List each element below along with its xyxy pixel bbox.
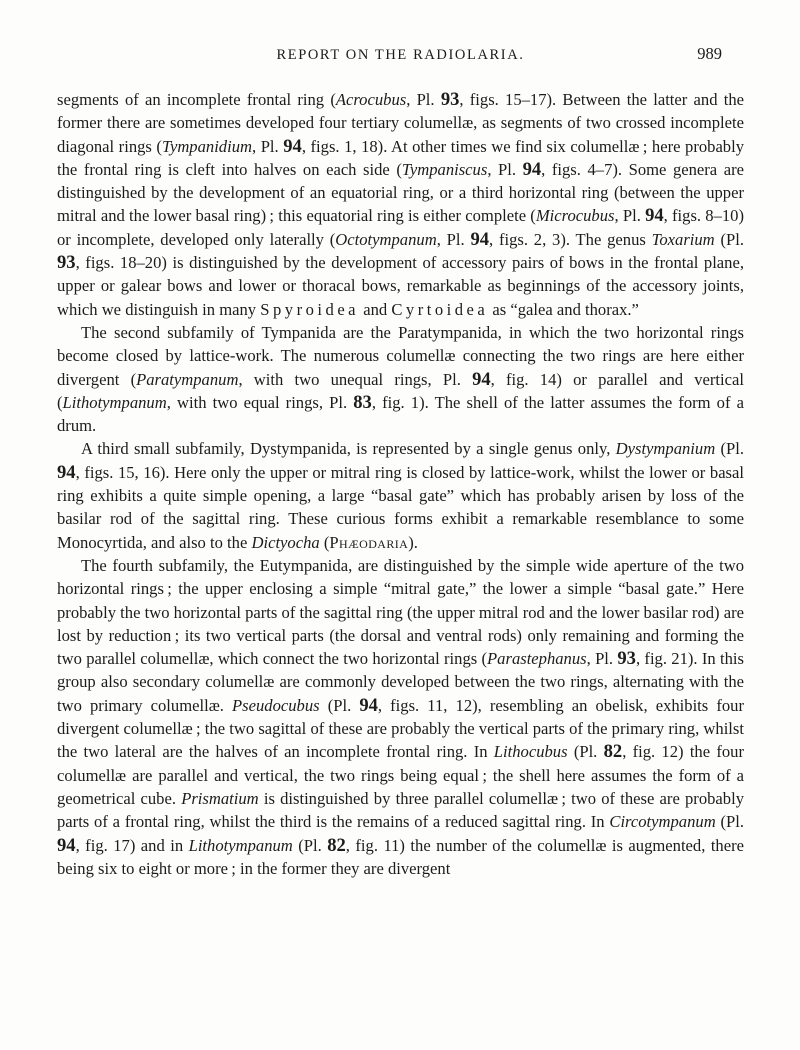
text-run: , Pl. [586,649,618,669]
text-run: The fourth subfamily, the Eutympanida, are distinguished by the simple wide aperture of the two horizontal rings ; the upper enclosing a simple “mitral gate,” the lower a simple “basal gate.” Here probably the two horizontal parts of the sagittal ring (the upper mitral rod and the lower basilar rod) are lost by reduction ; its two vertical parts (the dorsal and ventral rods) only remaining and forming the two parallel columellæ, which connect the two horizontal rings ( [57,555,744,669]
text-run: (Pl. [715,812,744,832]
text-run: , fig. 21). In this group also secondary columellæ are commonly developed between the two rings, alternating with the two primary columellæ. [57,649,745,715]
text-run: (Pl. [714,229,744,249]
genus-name: Acrocubus [335,90,407,109]
text-run: , figs. 2, 3). The genus [489,229,652,249]
paragraph [57,554,744,880]
page-header [57,44,744,68]
genus-name: Parastephanus [487,649,587,669]
text-run: , Pl. [487,159,523,179]
genus-name: Toxarium [651,229,715,249]
plate-number: 94 [57,834,76,856]
genus-name: Lithotympanum [188,835,293,855]
text-run: , Pl. [252,136,284,156]
spaced-term: Cyrtoidea [391,299,489,319]
text-run: , figs. 15–17). Between the latter and the former there are sometimes developed four tertiary columellæ, as segments of two crossed incomplete diagonal rings ( [57,90,745,156]
small-caps-term: Phæodaria [329,532,409,552]
text-run: , Pl. [436,229,471,249]
text-run: A third small subfamily, Dystympanida, is represented by a single genus only, [81,439,616,459]
genus-name: Tympaniscus [401,159,488,179]
page-number: 989 [697,44,722,63]
paragraph [57,321,744,437]
text-run: , with two equal rings, Pl. [166,392,354,412]
genus-name: Octotympanum [335,229,437,249]
running-title: REPORT ON THE RADIOLARIA. [276,47,525,63]
text-run: , figs. 1, 18). At other times we find six columellæ ; here probably the frontal ring is cleft into halves on each side ( [57,136,745,179]
text-run: , figs. 4–7). Some genera are distinguished by the development of an equatorial ring, or a third horizontal ring (between the upper mitral and the lower basal ring) ; this equatorial ring is either complete ( [57,159,744,226]
plate-number: 94 [645,205,664,227]
plate-number: 82 [327,834,346,856]
text-run: , figs. 15, 16). Here only the upper or mitral ring is closed by lattice-work, whilst the lower or basal ring exhibits a quite simple opening, a large “basal gate” which has probably arisen by loss of the basilar rod of the sagittal ring. These curious forms exhibit a remarkable resemblance to some Monocyrtida, and also to the [57,462,744,552]
text-run: (Pl. [715,439,744,459]
genus-name: Dictyocha [251,532,320,552]
text-run: , figs. 11, 12), resembling an obelisk, exhibits four divergent columellæ ; the two sagittal of these are probably the vertical parts of the primary ring, whilst the two lateral are the halves of an incomplete frontal ring. In [57,695,744,762]
text-run: (Pl. [319,695,360,715]
genus-name: Tympanidium [161,136,252,156]
text-run: , fig. 1). The shell of the latter assumes the form of a drum. [57,392,744,436]
text-run: , figs. 18–20) is distinguished by the development of accessory pairs of bows in the frontal plane, upper or galear bows and lower or thoracal bows, remarkable as beginnings of the accessory joints, which we distinguish in many [57,253,744,319]
plate-number: 94 [472,368,491,390]
plate-number: 93 [617,648,636,670]
plate-number: 93 [57,252,76,274]
text-run: as “galea and thorax.” [488,299,639,319]
plate-number: 94 [283,135,302,157]
paragraph [57,88,744,321]
genus-name: Prismatium [181,788,259,808]
paragraph [57,437,744,553]
plate-number: 94 [470,228,490,250]
plate-number: 94 [359,694,378,716]
genus-name: Microcubus [535,206,615,226]
genus-name: Lithocubus [493,742,568,762]
text-run: ). [408,532,418,552]
genus-name: Dystympanium [615,439,716,459]
plate-number: 94 [522,158,542,180]
plate-number: 93 [440,89,460,110]
text-run: , figs. 8–10) or incomplete, developed only laterally ( [57,206,745,249]
text-run: , fig. 11) the number of the columellæ is augmented, there being six to eight or more ; in the former they are divergent [57,835,744,878]
text-run: , Pl. [614,206,646,226]
text-run: , fig. 17) and in [75,835,189,855]
text-run: and [359,299,392,319]
text-run: , fig. 12) the four columellæ are parallel and vertical, the two rings being equal ; the shell here assumes the form of a geometrical cube. [57,742,744,808]
text-run: The second subfamily of Tympanida are the Paratympanida, in which the two horizontal rings become closed by lattice-work. The numerous columellæ connecting the two rings are here either divergent ( [57,322,744,389]
text-run: , with two unequal rings, Pl. [238,369,473,389]
genus-name: Paratympanum [136,369,239,389]
text-run: (Pl. [567,742,604,762]
genus-name: Pseudocubus [232,695,320,715]
text-run: (Pl. [292,835,328,855]
text-run: segments of an incomplete frontal ring ( [57,90,336,109]
genus-name: Circotympanum [609,812,716,832]
plate-number: 83 [353,391,372,413]
text-run: , fig. 14) or parallel and vertical ( [57,369,744,412]
text-run: is distinguished by three parallel columellæ ; two of these are probably parts of a frontal ring, whilst the third is the remains of a reduced sagittal ring. In [57,788,744,832]
text-run: , Pl. [406,90,441,109]
page-body [57,88,744,880]
text-run: ( [319,532,330,552]
spaced-term: Spyroidea [260,299,360,319]
plate-number: 94 [57,461,76,483]
plate-number: 82 [603,741,623,763]
genus-name: Lithotympanum [62,392,167,412]
